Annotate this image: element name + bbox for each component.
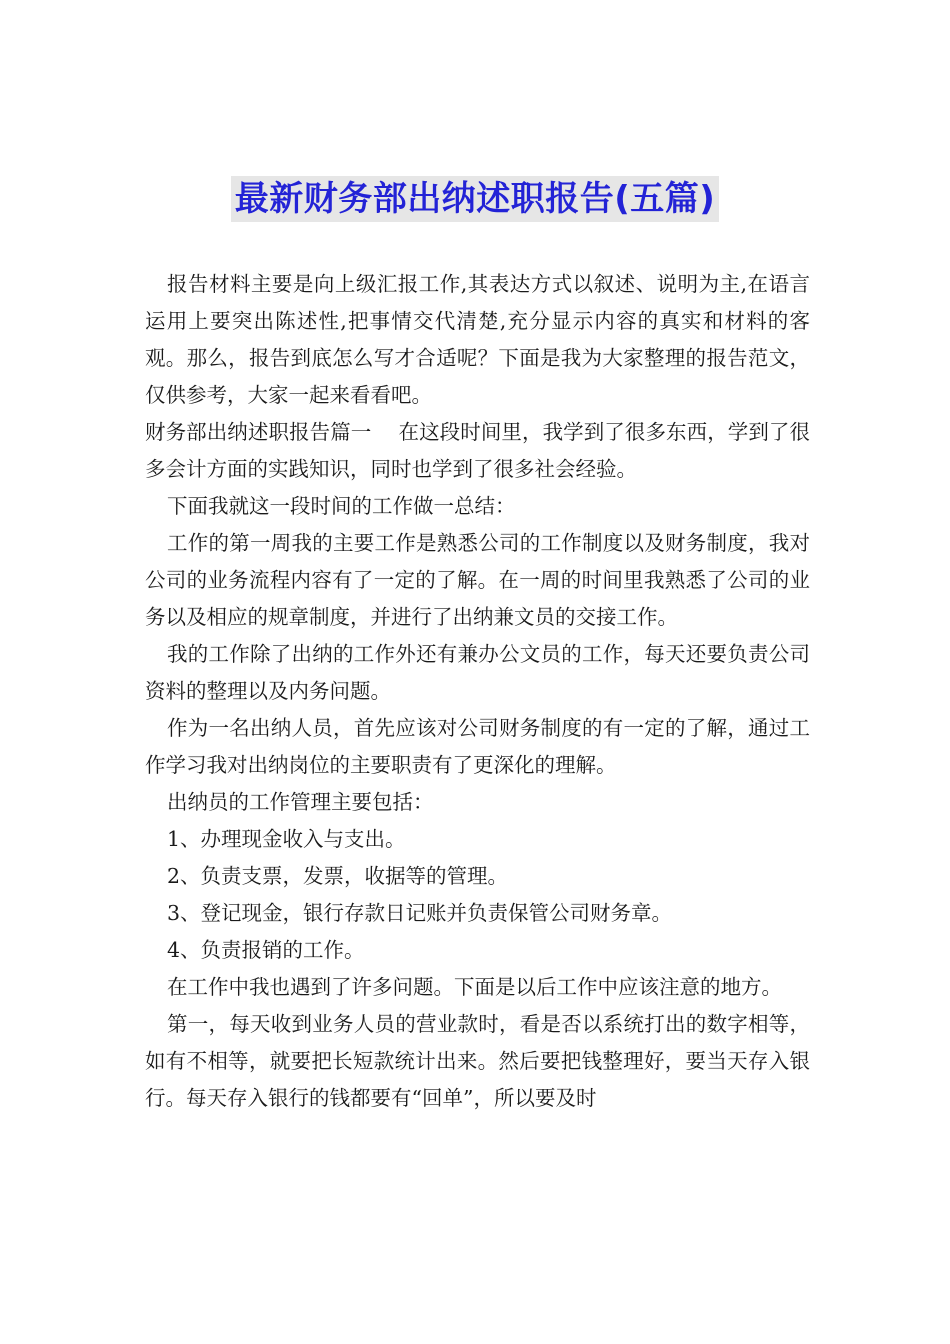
duties-paragraph: 我的工作除了出纳的工作外还有兼办公文员的工作，每天还要负责公司资料的整理以及内务问题。 xyxy=(145,642,810,703)
intro-paragraph: 报告材料主要是向上级汇报工作,其表达方式以叙述、说明为主,在语言运用上要突出陈述性,把事情交代清楚,充分显示内容的真实和材料的客观。那么，报告到底怎么写才合适呢？下面是我为大家整理的报告范文，仅供参考，大家一起来看看吧。 xyxy=(145,272,810,407)
first-point-paragraph: 第一，每天收到业务人员的营业款时，看是否以系统打出的数字相等，如有不相等，就要把长短款统计出来。然后要把钱整理好，要当天存入银行。每天存入银行的钱都要有“回单”，所以要及时 xyxy=(145,1012,810,1110)
management-list-heading: 出纳员的工作管理主要包括： xyxy=(167,790,434,814)
list-item: 2、负责支票，发票，收据等的管理。 xyxy=(167,864,509,888)
document-title: 最新财务部出纳述职报告(五篇) xyxy=(231,176,720,222)
first-week-paragraph: 工作的第一周我的主要工作是熟悉公司的工作制度以及财务制度，我对公司的业务流程内容有了一定的了解。在一周的时间里我熟悉了公司的业务以及相应的规章制度，并进行了出纳兼文员的交接工作。 xyxy=(145,531,810,629)
cashier-role-paragraph: 作为一名出纳人员，首先应该对公司财务制度的有一定的了解，通过工作学习我对出纳岗位的主要职责有了更深化的理解。 xyxy=(145,716,810,777)
document-body xyxy=(145,266,810,1117)
title-block xyxy=(0,176,950,222)
list-item: 1、办理现金收入与支出。 xyxy=(167,827,406,851)
list-item: 4、负责报销的工作。 xyxy=(167,938,365,962)
summary-intro-paragraph: 下面我就这一段时间的工作做一总结： xyxy=(167,494,516,518)
list-item: 3、登记现金，银行存款日记账并负责保管公司财务章。 xyxy=(167,901,673,925)
section-heading-paragraph: 财务部出纳述职报告篇一 在这段时间里，我学到了很多东西，学到了很多会计方面的实践知识，同时也学到了很多社会经验。 xyxy=(145,420,810,481)
problems-paragraph: 在工作中我也遇到了许多问题。下面是以后工作中应该注意的地方。 xyxy=(167,975,782,999)
